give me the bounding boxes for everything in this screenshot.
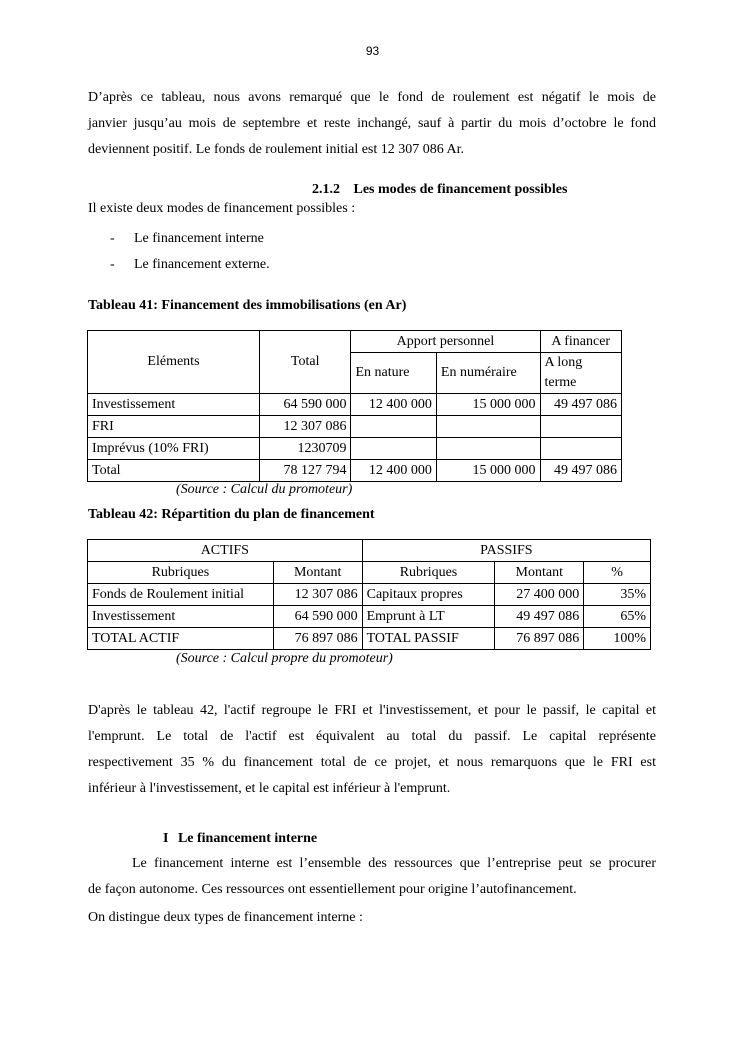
- list-item: [110, 226, 270, 252]
- table-row: [88, 416, 622, 438]
- section-title: Les modes de financement possibles: [353, 182, 568, 197]
- cell-total: 1230709: [259, 438, 351, 460]
- section-number: 2.1.2: [312, 182, 340, 197]
- page-number: 93: [365, 44, 380, 58]
- analysis-line: l'emprunt. Le total de l'actif est équivalent au total du passif. Le capital représente: [88, 729, 656, 744]
- interne-line: Le financement interne est l’ensemble des ressources que l’entreprise peut se procurer: [132, 856, 656, 871]
- cell-financer: [540, 416, 622, 438]
- cell-label: FRI: [88, 416, 260, 438]
- cell-total: 78 127 794: [259, 460, 351, 482]
- cell-pct: 65%: [584, 606, 651, 628]
- interne-lead: On distingue deux types de financement interne :: [88, 910, 363, 925]
- cell-pct: 100%: [584, 628, 651, 650]
- cell-actif: TOTAL ACTIF: [88, 628, 274, 650]
- header-passifs: PASSIFS: [362, 540, 650, 562]
- dash-marker: -: [110, 257, 115, 272]
- table42-source: (Source : Calcul propre du promoteur): [176, 651, 393, 666]
- cell-actif-montant: 64 590 000: [273, 606, 362, 628]
- cell-passif: Capitaux propres: [362, 584, 495, 606]
- cell-passif: TOTAL PASSIF: [362, 628, 495, 650]
- table41-caption: Tableau 41: Financement des immobilisations (en Ar): [88, 298, 407, 313]
- cell-nature: 12 400 000: [351, 394, 436, 416]
- header-elements: Eléments: [88, 331, 260, 394]
- section-lead: Il existe deux modes de financement possibles :: [88, 201, 356, 216]
- header-apport: Apport personnel: [351, 331, 540, 353]
- interne-paragraph: [88, 851, 656, 903]
- header-long-terme: A long terme: [540, 353, 622, 394]
- cell-actif: Fonds de Roulement initial: [88, 584, 274, 606]
- cell-nature: [351, 416, 436, 438]
- table-plan-financement: [87, 539, 651, 650]
- cell-actif-montant: 12 307 086: [273, 584, 362, 606]
- intro-line: deviennent positif. Le fonds de roulement initial est 12 307 086 Ar.: [88, 142, 464, 157]
- table-row: [88, 606, 651, 628]
- cell-total: 12 307 086: [259, 416, 351, 438]
- header-montant: Montant: [273, 562, 362, 584]
- header-rubriques: Rubriques: [362, 562, 495, 584]
- cell-actif-montant: 76 897 086: [273, 628, 362, 650]
- cell-numeraire: [436, 438, 540, 460]
- table-financement-immobilisations: [87, 330, 622, 482]
- intro-line: janvier jusqu’au mois de septembre et reste inchangé, sauf à partir du mois d’octobre le fond: [88, 116, 656, 131]
- analysis-line: respectivement 35 % du financement total de ce projet, et nous remarquons que le FRI est: [88, 755, 656, 770]
- header-actifs: ACTIFS: [88, 540, 363, 562]
- analysis-paragraph: [88, 698, 656, 802]
- cell-pct: 35%: [584, 584, 651, 606]
- table-row: [88, 584, 651, 606]
- cell-passif-montant: 49 497 086: [495, 606, 584, 628]
- cell-numeraire: 15 000 000: [436, 394, 540, 416]
- cell-numeraire: 15 000 000: [436, 460, 540, 482]
- cell-passif-montant: 27 400 000: [495, 584, 584, 606]
- cell-nature: 12 400 000: [351, 460, 436, 482]
- table42-caption: Tableau 42: Répartition du plan de financement: [88, 507, 375, 522]
- bullet-list: [110, 226, 270, 278]
- intro-line: D’après ce tableau, nous avons remarqué que le fond de roulement est négatif le mois de: [88, 90, 656, 105]
- cell-financer: 49 497 086: [540, 394, 622, 416]
- header-montant: Montant: [495, 562, 584, 584]
- cell-label: Total: [88, 460, 260, 482]
- table-row: [88, 460, 622, 482]
- cell-financer: [540, 438, 622, 460]
- cell-passif-montant: 76 897 086: [495, 628, 584, 650]
- subsection-number: I: [163, 831, 169, 846]
- cell-nature: [351, 438, 436, 460]
- cell-passif: Emprunt à LT: [362, 606, 495, 628]
- header-rubriques: Rubriques: [88, 562, 274, 584]
- analysis-line: inférieur à l'investissement, et le capital est inférieur à l'emprunt.: [88, 781, 451, 796]
- header-total: Total: [259, 331, 351, 394]
- header-nature: En nature: [351, 353, 436, 394]
- intro-paragraph: [88, 85, 656, 163]
- cell-total: 64 590 000: [259, 394, 351, 416]
- cell-label: Imprévus (10% FRI): [88, 438, 260, 460]
- interne-line: de façon autonome. Ces ressources ont essentiellement pour origine l’autofinancement.: [88, 882, 577, 897]
- section-heading: [312, 182, 567, 198]
- header-financer: A financer: [540, 331, 622, 353]
- header-percent: %: [584, 562, 651, 584]
- list-item-text: Le financement interne: [134, 231, 264, 246]
- analysis-line: D'après le tableau 42, l'actif regroupe le FRI et l'investissement, et pour le passif, le capital et: [88, 703, 656, 718]
- table-row: [88, 628, 651, 650]
- table-row: [88, 438, 622, 460]
- header-numeraire: En numéraire: [436, 353, 540, 394]
- subsection-heading: [163, 831, 317, 847]
- cell-label: Investissement: [88, 394, 260, 416]
- list-item-text: Le financement externe.: [134, 257, 270, 272]
- subsection-title: Le financement interne: [177, 831, 318, 846]
- table41-source: (Source : Calcul du promoteur): [176, 482, 353, 497]
- list-item: [110, 252, 270, 278]
- cell-numeraire: [436, 416, 540, 438]
- cell-financer: 49 497 086: [540, 460, 622, 482]
- table-row: [88, 394, 622, 416]
- dash-marker: -: [110, 231, 115, 246]
- cell-actif: Investissement: [88, 606, 274, 628]
